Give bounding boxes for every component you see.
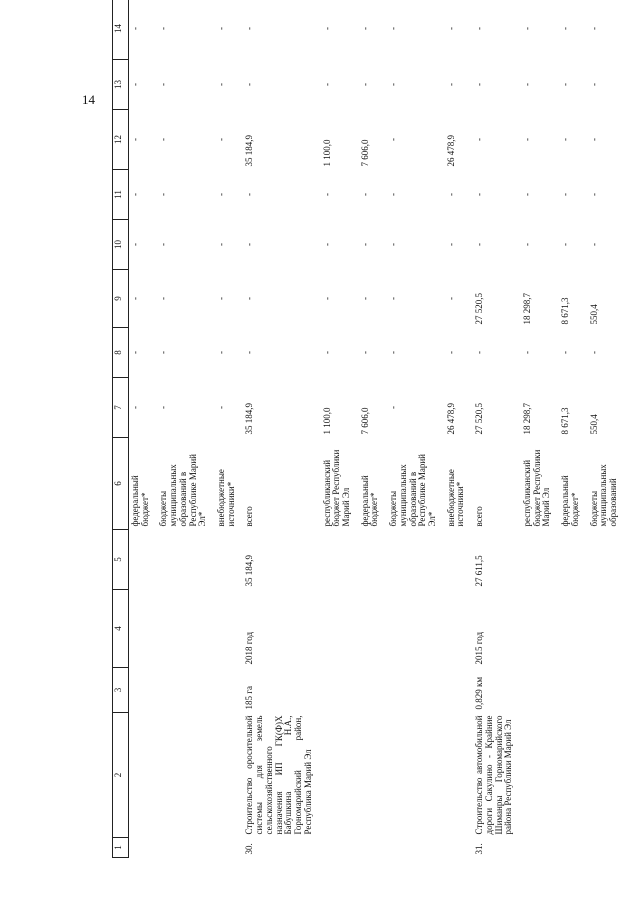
table-cell-col-3 — [445, 668, 473, 713]
table-row — [243, 0, 320, 858]
table-cell-col-12: 26 478,9 — [445, 135, 456, 167]
table-cell-col-12: - — [474, 138, 485, 141]
table-cell-col-13: - — [130, 83, 140, 86]
table-cell-col-1 — [559, 838, 587, 858]
table-cell-col-14: - — [445, 27, 456, 30]
rotated-table-container — [112, 24, 619, 858]
table-cell-col-6: федеральный бюджет* — [560, 475, 580, 527]
column-header-10: 10 — [113, 220, 129, 270]
table-cell-col-8: - — [560, 351, 571, 354]
table-cell-col-9: - — [388, 297, 399, 300]
table-cell-col-2: Строительство оросительной системы для земель сельскохозяйственного назначения ИП ГК(Ф)Х Бабушкина Н.А., Горномарийский район, Республика Марий Эл — [244, 715, 313, 835]
table-cell-col-6: бюджеты муниципальных образований в Республике Марий Эл* — [158, 454, 208, 527]
table-cell-col-6: всего — [244, 506, 255, 527]
table-cell-col-12: - — [216, 138, 227, 141]
table-row — [445, 0, 473, 858]
table-cell-col-14: - — [522, 27, 532, 30]
table-cell-col-7: 550,4 — [588, 414, 599, 435]
page-number: 14 — [82, 92, 95, 107]
table-cell-col-3 — [129, 668, 158, 713]
table-cell-col-4 — [129, 590, 158, 668]
table-cell-col-14: - — [474, 27, 485, 30]
table-cell-col-8: - — [474, 351, 485, 354]
table-cell-col-3: 185 га — [244, 686, 255, 710]
table-cell-col-1 — [445, 838, 473, 858]
table-row — [387, 0, 445, 858]
table-cell-col-8: - — [445, 351, 456, 354]
table-cell-col-8: - — [359, 351, 370, 354]
table-cell-col-10: - — [388, 243, 399, 246]
table-cell-col-2 — [157, 713, 215, 838]
table-cell-col-7: 7 606,0 — [359, 407, 370, 435]
table-cell-col-3 — [321, 668, 359, 713]
table-cell-col-8: - — [216, 351, 227, 354]
table-cell-col-13: - — [474, 83, 485, 86]
table-cell-col-6: внебюджетные источники* — [216, 469, 236, 527]
table-cell-col-3 — [215, 668, 243, 713]
table-cell-col-4 — [215, 590, 243, 668]
table-cell-col-9: - — [130, 297, 140, 300]
table-cell-col-10: - — [321, 243, 332, 246]
table-cell-col-11: - — [158, 193, 169, 196]
table-cell-col-9: - — [445, 297, 456, 300]
table-cell-col-14: - — [158, 27, 169, 30]
table-cell-col-10: - — [445, 243, 456, 246]
table-cell-col-12: - — [158, 138, 169, 141]
table-cell-col-1 — [588, 838, 621, 858]
table-cell-col-6: федеральный бюджет* — [130, 475, 150, 527]
table-cell-col-7: 35 184,9 — [244, 403, 255, 435]
table-cell-col-2 — [445, 713, 473, 838]
table-cell-col-1: 30. — [244, 843, 255, 855]
table-cell-col-11: - — [388, 193, 399, 196]
table-cell-col-13: - — [158, 83, 169, 86]
table-row — [157, 0, 215, 858]
table-cell-col-7: 8 671,3 — [560, 407, 571, 435]
table-cell-col-6: бюджеты муниципальных образований — [588, 464, 619, 527]
table-cell-col-5 — [445, 530, 473, 590]
table-cell-col-2 — [321, 713, 359, 838]
table-cell-col-6: внебюджетные источники* — [445, 469, 466, 527]
table-cell-col-12: - — [560, 138, 571, 141]
table-cell-col-14: - — [244, 27, 255, 30]
table-cell-col-6: республиканский бюджет Республики Марий Эл — [321, 449, 351, 527]
table-cell-col-12: - — [388, 138, 399, 141]
table-cell-col-13: - — [522, 83, 532, 86]
table-cell-col-5 — [588, 530, 621, 590]
table-cell-col-8: - — [321, 351, 332, 354]
column-header-9: 9 — [113, 270, 129, 328]
table-cell-col-10: - — [244, 243, 255, 246]
table-cell-col-9: - — [359, 297, 370, 300]
table-cell-col-13: - — [388, 83, 399, 86]
table-cell-col-1 — [129, 838, 158, 858]
table-cell-col-4 — [387, 590, 445, 668]
column-header-6: 6 — [113, 438, 129, 530]
table-row — [559, 0, 587, 858]
table-row — [359, 0, 387, 858]
column-header-4: 4 — [113, 590, 129, 668]
table-cell-col-3 — [588, 668, 621, 713]
column-header-13: 13 — [113, 60, 129, 110]
table-cell-col-10: - — [474, 243, 485, 246]
table-cell-col-14: - — [560, 27, 571, 30]
table-cell-col-10: - — [359, 243, 370, 246]
table-cell-col-2 — [359, 713, 387, 838]
table-cell-col-12: - — [130, 138, 140, 141]
table-cell-col-9: 550,4 — [588, 304, 599, 325]
table-cell-col-9: - — [321, 297, 332, 300]
table-cell-col-11: - — [445, 193, 456, 196]
table-cell-col-5 — [157, 530, 215, 590]
table-cell-col-10: - — [216, 243, 227, 246]
table-cell-col-7: - — [158, 406, 169, 409]
table-cell-col-5 — [359, 530, 387, 590]
table-cell-col-9: - — [216, 297, 227, 300]
table-row — [473, 0, 521, 858]
table-cell-col-7: 26 478,9 — [445, 403, 456, 435]
table-cell-col-5 — [387, 530, 445, 590]
table-cell-col-11: - — [130, 193, 140, 196]
table-cell-col-5 — [559, 530, 587, 590]
table-cell-col-10: - — [522, 243, 532, 246]
table-cell-col-3 — [157, 668, 215, 713]
table-cell-col-7: - — [388, 406, 399, 409]
table-cell-col-9: - — [158, 297, 169, 300]
table-row — [129, 0, 158, 858]
table-cell-col-11: - — [321, 193, 332, 196]
table-cell-col-8: - — [130, 351, 140, 354]
table-cell-col-4 — [588, 590, 621, 668]
table-cell-col-14: - — [216, 27, 227, 30]
table-cell-col-9: 27 520,5 — [474, 293, 485, 325]
column-header-1: 1 — [113, 838, 129, 858]
table-cell-col-7: 18 298,7 — [522, 403, 532, 435]
table-cell-col-7: 1 100,0 — [321, 407, 332, 435]
column-header-8: 8 — [113, 328, 129, 378]
table-cell-col-11: - — [244, 193, 255, 196]
table-cell-col-11: - — [359, 193, 370, 196]
table-cell-col-4 — [321, 590, 359, 668]
table-cell-col-10: - — [158, 243, 169, 246]
table-cell-col-10: - — [560, 243, 571, 246]
table-cell-col-12: - — [588, 138, 599, 141]
table-cell-col-3 — [521, 668, 559, 713]
table-cell-col-9: 18 298,7 — [522, 293, 532, 325]
table-cell-col-4 — [521, 590, 559, 668]
table-cell-col-7: - — [130, 406, 140, 409]
table-cell-col-8: - — [522, 351, 532, 354]
table-cell-col-4 — [559, 590, 587, 668]
table-cell-col-5: 35 184,9 — [244, 555, 255, 587]
table-cell-col-14: - — [321, 27, 332, 30]
table-cell-col-5 — [521, 530, 559, 590]
column-header-11: 11 — [113, 170, 129, 220]
table-cell-col-13: - — [216, 83, 227, 86]
table-cell-col-4 — [359, 590, 387, 668]
table-cell-col-13: - — [244, 83, 255, 86]
table-cell-col-11: - — [522, 193, 532, 196]
column-header-5: 5 — [113, 530, 129, 590]
table-cell-col-2 — [588, 713, 621, 838]
table-cell-col-10: - — [588, 243, 599, 246]
table-cell-col-12: - — [522, 138, 532, 141]
table-cell-col-9: - — [244, 297, 255, 300]
table-cell-col-7: - — [216, 406, 227, 409]
table-row — [321, 0, 359, 858]
table-cell-col-9: 8 671,3 — [560, 297, 571, 325]
table-cell-col-1 — [387, 838, 445, 858]
table-cell-col-2 — [129, 713, 158, 838]
table-cell-col-4 — [445, 590, 473, 668]
table-cell-col-14: - — [388, 27, 399, 30]
table-cell-col-7: 27 520,5 — [474, 403, 485, 435]
column-header-2: 2 — [113, 713, 129, 838]
table-cell-col-11: - — [216, 193, 227, 196]
table-cell-col-3 — [387, 668, 445, 713]
column-header-3: 3 — [113, 668, 129, 713]
table-cell-col-5 — [129, 530, 158, 590]
table-cell-col-8: - — [244, 351, 255, 354]
table-cell-col-1 — [215, 838, 243, 858]
table-cell-col-2 — [215, 713, 243, 838]
table-cell-col-13: - — [359, 83, 370, 86]
table-cell-col-10: - — [130, 243, 140, 246]
budget-table — [112, 0, 621, 858]
table-cell-col-13: - — [445, 83, 456, 86]
table-cell-col-1: 31. — [474, 843, 485, 855]
table-cell-col-1 — [359, 838, 387, 858]
table-row — [588, 0, 621, 858]
table-cell-col-14: - — [588, 27, 599, 30]
table-cell-col-8: - — [158, 351, 169, 354]
table-cell-col-12: 35 184,9 — [244, 135, 255, 167]
table-cell-col-11: - — [588, 193, 599, 196]
table-cell-col-2: Строительство автомобильной дороги Сакулино - Крайние Шиманры Горномарийского района Республики Марий Эл — [474, 715, 514, 835]
table-cell-col-11: - — [474, 193, 485, 196]
column-number-header-row — [113, 0, 129, 858]
table-cell-col-14: - — [130, 27, 140, 30]
table-cell-col-4 — [157, 590, 215, 668]
table-cell-col-12: 1 100,0 — [321, 139, 332, 167]
table-row — [521, 0, 559, 858]
table-cell-col-1 — [157, 838, 215, 858]
table-cell-col-11: - — [560, 193, 571, 196]
table-cell-col-13: - — [588, 83, 599, 86]
table-cell-col-3: 0,829 км — [474, 676, 485, 710]
table-cell-col-1 — [321, 838, 359, 858]
table-cell-col-4: 2018 год — [244, 631, 255, 665]
table-cell-col-1 — [521, 838, 559, 858]
table-cell-col-8: - — [588, 351, 599, 354]
table-cell-col-6: федеральный бюджет* — [359, 475, 380, 527]
table-cell-col-13: - — [321, 83, 332, 86]
column-header-12: 12 — [113, 110, 129, 170]
table-cell-col-3 — [559, 668, 587, 713]
table-cell-col-6: республиканский бюджет Республики Марий Эл — [522, 449, 552, 527]
column-header-7: 7 — [113, 378, 129, 438]
table-cell-col-2 — [559, 713, 587, 838]
table-cell-col-12: 7 606,0 — [359, 139, 370, 167]
table-cell-col-13: - — [560, 83, 571, 86]
table-cell-col-8: - — [388, 351, 399, 354]
table-cell-col-2 — [521, 713, 559, 838]
table-cell-col-4: 2015 год — [474, 631, 485, 665]
table-cell-col-6: всего — [474, 506, 485, 527]
table-cell-col-3 — [359, 668, 387, 713]
table-cell-col-6: бюджеты муниципальных образований в Республике Марий Эл* — [388, 454, 437, 527]
table-row — [215, 0, 243, 858]
table-cell-col-14: - — [359, 27, 370, 30]
table-cell-col-5 — [321, 530, 359, 590]
table-cell-col-2 — [387, 713, 445, 838]
table-cell-col-5 — [215, 530, 243, 590]
column-header-14: 14 — [113, 0, 129, 60]
table-cell-col-5: 27 611,5 — [474, 555, 485, 587]
